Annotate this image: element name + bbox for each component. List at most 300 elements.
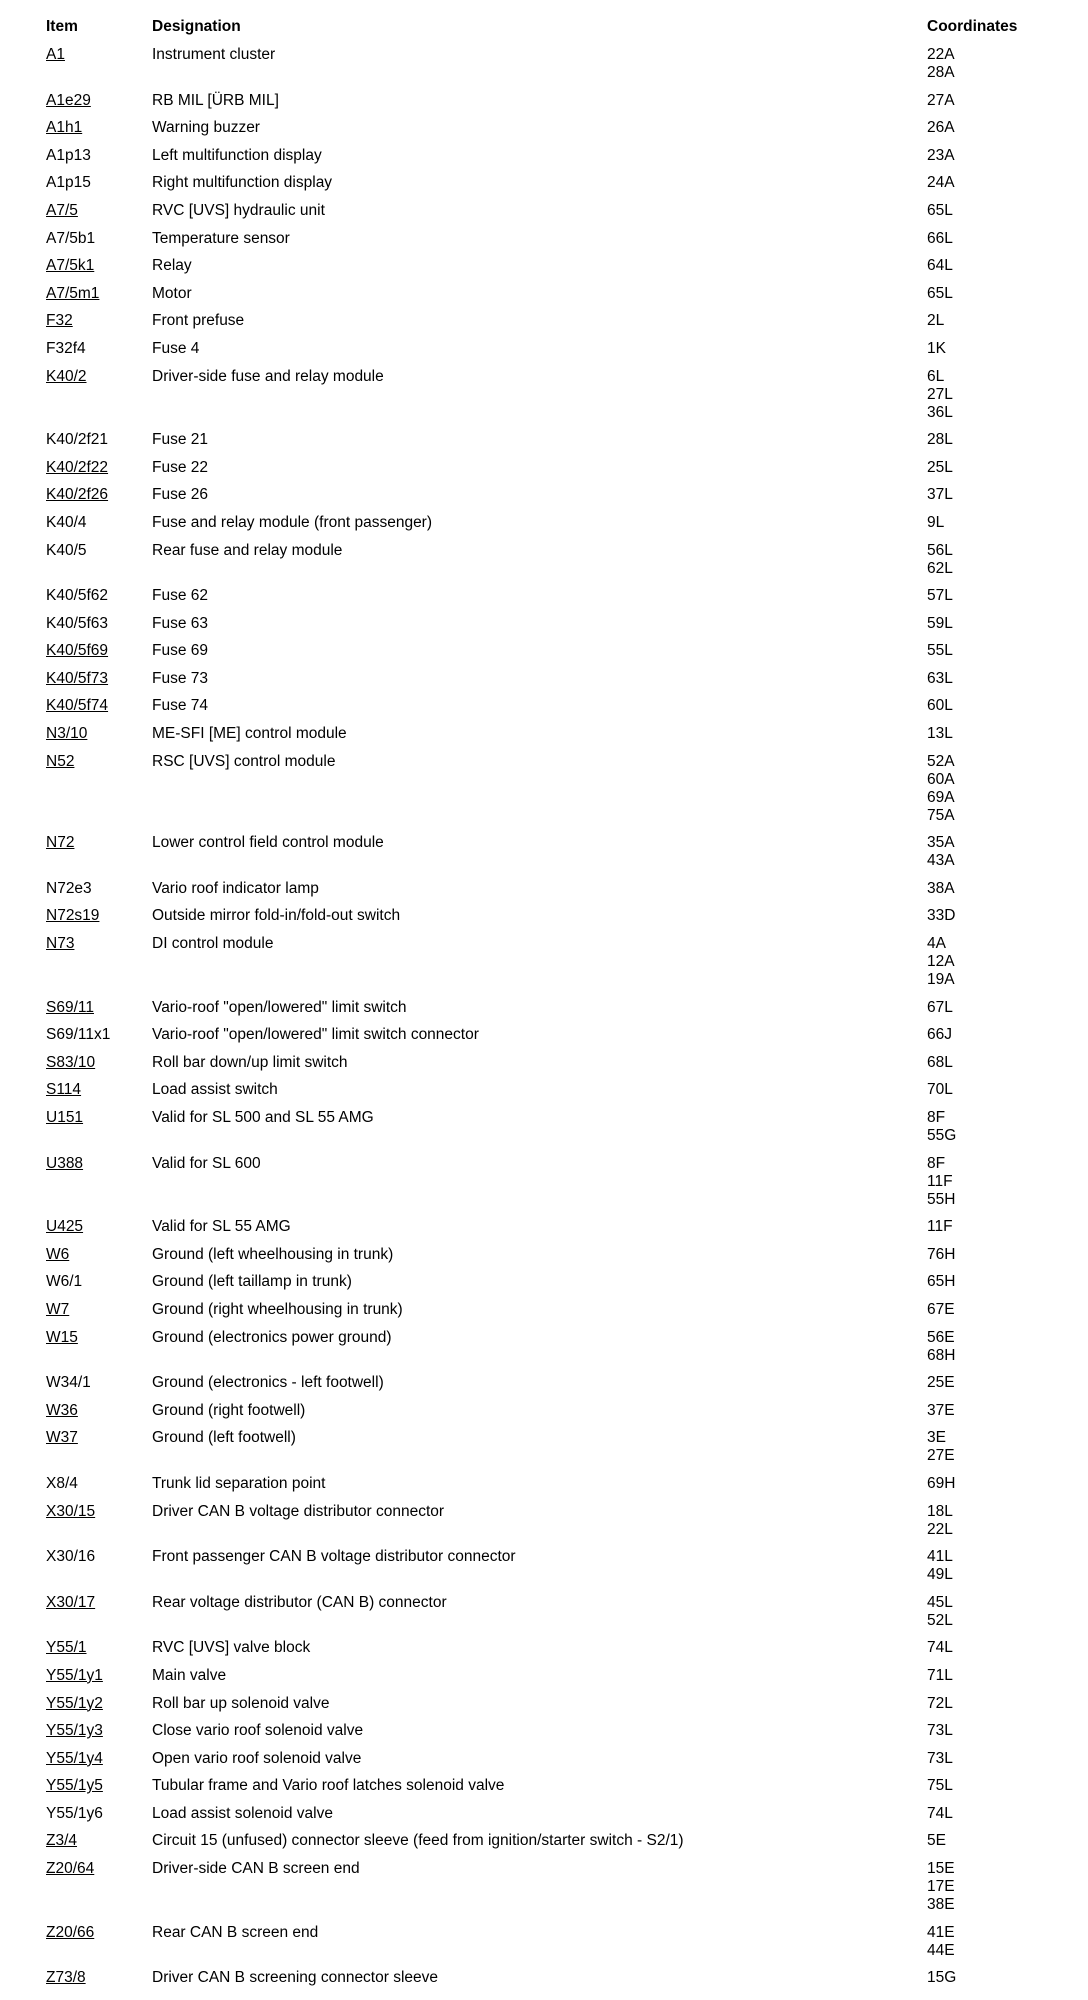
- coordinates-cell: [927, 1401, 1066, 1429]
- coordinates-cell: [927, 367, 1066, 431]
- coordinate-value: 63L: [927, 669, 953, 687]
- coordinate-value: 43A: [927, 852, 955, 870]
- coordinate-value: 65L: [927, 201, 953, 219]
- designation-cell: Roll bar down/up limit switch: [152, 1053, 348, 1071]
- table-row: [46, 1428, 1066, 1474]
- header-coordinates: Coordinates: [927, 18, 1018, 35]
- item-link[interactable]: Y55/1: [46, 1639, 87, 1657]
- item-link[interactable]: W36: [46, 1401, 78, 1419]
- item-link[interactable]: X30/15: [46, 1502, 96, 1520]
- designation-cell: Trunk lid separation point: [152, 1474, 326, 1492]
- item-link[interactable]: K40/2f22: [46, 458, 109, 476]
- coordinate-value: 15G: [927, 1969, 957, 1987]
- designation-cell: Vario roof indicator lamp: [152, 879, 319, 897]
- coordinate-value: 12A: [927, 953, 955, 971]
- table-row: [46, 906, 1066, 934]
- designation-cell: Instrument cluster: [152, 46, 276, 63]
- item-code: F32f4: [46, 339, 86, 357]
- table-row: [46, 752, 1066, 834]
- coordinates-cell: [927, 1328, 1066, 1374]
- designation-cell: Fuse 62: [152, 587, 209, 605]
- table-row: [46, 1547, 1066, 1593]
- table-body: [46, 45, 1066, 1996]
- designation-cell: Close vario roof solenoid valve: [152, 1722, 364, 1740]
- designation-cell: Right multifunction display: [152, 174, 333, 192]
- coordinate-value: 69H: [927, 1474, 956, 1492]
- designation-cell: Valid for SL 500 and SL 55 AMG: [152, 1109, 374, 1126]
- coordinate-value: 1K: [927, 339, 946, 357]
- table-row: [46, 1804, 1066, 1832]
- item-link[interactable]: A7/5m1: [46, 284, 100, 302]
- table-row: [46, 998, 1066, 1026]
- coordinate-value: 27L: [927, 385, 953, 403]
- table-row: [46, 1593, 1066, 1639]
- designation-cell: RVC [UVS] valve block: [152, 1639, 311, 1657]
- table-row: [46, 1217, 1066, 1245]
- coordinates-cell: [927, 1373, 1066, 1401]
- item-link[interactable]: K40/5f69: [46, 642, 109, 660]
- designation-cell: Front prefuse: [152, 312, 245, 330]
- coordinates-cell: [927, 1547, 1066, 1593]
- table-row: [46, 1721, 1066, 1749]
- coordinates-cell: [927, 998, 1066, 1026]
- coordinate-value: 75L: [927, 1777, 953, 1795]
- coordinate-value: 65H: [927, 1273, 956, 1291]
- designation-cell: Ground (electronics power ground): [152, 1328, 392, 1346]
- designation-cell: Driver-side CAN B screen end: [152, 1860, 360, 1878]
- coordinates-cell: [927, 311, 1066, 339]
- coordinate-value: 73L: [927, 1749, 953, 1767]
- coordinate-value: 76H: [927, 1245, 956, 1263]
- designation-cell: Rear voltage distributor (CAN B) connector: [152, 1593, 447, 1611]
- coordinate-value: 49L: [927, 1566, 953, 1584]
- coordinate-value: 57L: [927, 587, 953, 605]
- coordinate-value: 66L: [927, 229, 953, 247]
- designation-cell: Roll bar up solenoid valve: [152, 1694, 330, 1712]
- designation-cell: Left multifunction display: [152, 146, 322, 164]
- coordinates-cell: [927, 641, 1066, 669]
- table-row: [46, 1108, 1066, 1154]
- coordinate-value: 27A: [927, 91, 955, 109]
- table-row: [46, 229, 1066, 257]
- table-row: [46, 1749, 1066, 1777]
- coordinates-cell: [927, 1428, 1066, 1474]
- item-link[interactable]: N3/10: [46, 725, 88, 743]
- item-link[interactable]: A7/5: [46, 201, 78, 219]
- coordinates-cell: [927, 1666, 1066, 1694]
- designation-cell: Tubular frame and Vario roof latches solenoid valve: [152, 1777, 505, 1795]
- table-row: [46, 1245, 1066, 1273]
- table-row: [46, 879, 1066, 907]
- coordinates-cell: [927, 724, 1066, 752]
- item-link[interactable]: Z3/4: [46, 1832, 78, 1850]
- item-link[interactable]: Z20/64: [46, 1860, 95, 1878]
- item-link[interactable]: K40/5f73: [46, 669, 109, 687]
- item-link[interactable]: F32: [46, 312, 73, 330]
- designation-cell: Load assist switch: [152, 1081, 278, 1099]
- item-code: K40/5f62: [46, 587, 109, 605]
- coordinate-value: 41L: [927, 1548, 953, 1566]
- designation-cell: Driver CAN B voltage distributor connector: [152, 1502, 445, 1520]
- coordinates-cell: [927, 173, 1066, 201]
- table-row: [46, 458, 1066, 486]
- table-row: [46, 256, 1066, 284]
- table-row: [46, 669, 1066, 697]
- item-code: N72e3: [46, 879, 92, 897]
- coordinate-value: 75A: [927, 806, 955, 824]
- item-link[interactable]: U425: [46, 1218, 84, 1236]
- coordinates-cell: [927, 1694, 1066, 1722]
- coordinate-value: 22L: [927, 1520, 953, 1538]
- designation-cell: Driver CAN B screening connector sleeve: [152, 1969, 439, 1987]
- coordinates-cell: [927, 1474, 1066, 1502]
- coordinates-cell: [927, 1300, 1066, 1328]
- item-link[interactable]: A1e29: [46, 91, 91, 109]
- table-row: [46, 1474, 1066, 1502]
- item-link[interactable]: Y55/1y1: [46, 1666, 103, 1684]
- item-link[interactable]: N73: [46, 935, 75, 953]
- coordinates-cell: [927, 201, 1066, 229]
- coordinate-value: 2L: [927, 312, 945, 330]
- coordinates-cell: [927, 1804, 1066, 1832]
- coordinate-value: 69A: [927, 788, 955, 806]
- coordinate-value: 55H: [927, 1190, 956, 1208]
- coordinate-value: 11F: [927, 1172, 953, 1190]
- item-link[interactable]: Z73/8: [46, 1969, 86, 1987]
- table-row: [46, 1831, 1066, 1859]
- table-row: [46, 513, 1066, 541]
- coordinate-value: 37E: [927, 1401, 955, 1419]
- coordinates-cell: [927, 1272, 1066, 1300]
- coordinate-value: 72L: [927, 1694, 953, 1712]
- coordinates-cell: [927, 1217, 1066, 1245]
- item-link[interactable]: K40/2: [46, 367, 87, 385]
- item-code: A7/5b1: [46, 229, 96, 247]
- table-row: [46, 118, 1066, 146]
- table-row: [46, 45, 1066, 91]
- item-link[interactable]: U388: [46, 1154, 84, 1172]
- coordinate-value: 6L: [927, 367, 945, 385]
- coordinate-value: 8F: [927, 1109, 946, 1126]
- coordinate-value: 41E: [927, 1923, 955, 1941]
- designation-cell: Fuse 63: [152, 614, 209, 632]
- coordinate-value: 22A: [927, 46, 955, 63]
- item-code: X8/4: [46, 1474, 78, 1492]
- table-row: [46, 696, 1066, 724]
- item-link[interactable]: W15: [46, 1328, 78, 1346]
- table-row: [46, 1053, 1066, 1081]
- coordinate-value: 65L: [927, 284, 953, 302]
- coordinates-cell: [927, 430, 1066, 458]
- coordinate-value: 3E: [927, 1429, 946, 1447]
- table-row: [46, 1694, 1066, 1722]
- designation-cell: Valid for SL 55 AMG: [152, 1218, 291, 1236]
- table-row: [46, 1638, 1066, 1666]
- coordinates-cell: [927, 1923, 1066, 1969]
- coordinate-value: 68H: [927, 1346, 956, 1364]
- table-row: [46, 1154, 1066, 1218]
- coordinate-value: 24A: [927, 174, 955, 192]
- coordinates-cell: [927, 339, 1066, 367]
- table-row: [46, 833, 1066, 879]
- coordinate-value: 15E: [927, 1860, 955, 1878]
- designation-cell: Lower control field control module: [152, 834, 384, 852]
- table-row: [46, 430, 1066, 458]
- designation-cell: Ground (electronics - left footwell): [152, 1374, 384, 1392]
- item-link[interactable]: W37: [46, 1429, 78, 1447]
- coordinates-cell: [927, 696, 1066, 724]
- table-row: [46, 1968, 1066, 1996]
- coordinate-value: 70L: [927, 1081, 953, 1099]
- table-row: [46, 1923, 1066, 1969]
- designation-cell: Rear CAN B screen end: [152, 1923, 319, 1941]
- item-link[interactable]: Y55/1y5: [46, 1777, 103, 1795]
- item-link[interactable]: S114: [46, 1081, 82, 1099]
- table-row: [46, 201, 1066, 229]
- coordinates-cell: [927, 118, 1066, 146]
- item-link[interactable]: S83/10: [46, 1053, 96, 1071]
- coordinate-value: 55L: [927, 642, 953, 660]
- component-legend-table: [46, 16, 1066, 1996]
- header-designation: Designation: [152, 18, 241, 35]
- designation-cell: RVC [UVS] hydraulic unit: [152, 201, 325, 219]
- table-row: [46, 1373, 1066, 1401]
- designation-cell: Main valve: [152, 1666, 227, 1684]
- coordinate-value: 28L: [927, 431, 953, 449]
- coordinate-value: 28A: [927, 64, 955, 81]
- table-row: [46, 91, 1066, 119]
- designation-cell: Valid for SL 600: [152, 1154, 261, 1172]
- item-link[interactable]: Y55/1y2: [46, 1694, 103, 1712]
- coordinate-value: 45L: [927, 1593, 953, 1611]
- item-code: X30/16: [46, 1548, 96, 1566]
- table-row: [46, 1272, 1066, 1300]
- item-code: K40/2f21: [46, 431, 109, 449]
- designation-cell: Motor: [152, 284, 192, 302]
- coordinate-value: 60A: [927, 770, 955, 788]
- coordinate-value: 25L: [927, 458, 953, 476]
- coordinates-cell: [927, 91, 1066, 119]
- coordinate-value: 36L: [927, 403, 953, 421]
- coordinates-cell: [927, 1749, 1066, 1777]
- coordinate-value: 56E: [927, 1328, 955, 1346]
- coordinates-cell: [927, 256, 1066, 284]
- coordinates-cell: [927, 146, 1066, 174]
- table-row: [46, 284, 1066, 312]
- item-link[interactable]: S69/11: [46, 998, 94, 1016]
- coordinate-value: 19A: [927, 971, 955, 989]
- coordinate-value: 67L: [927, 998, 953, 1016]
- designation-cell: Front passenger CAN B voltage distributor connector: [152, 1548, 516, 1566]
- item-link[interactable]: N52: [46, 752, 75, 770]
- designation-cell: Fuse 22: [152, 458, 209, 476]
- coordinate-value: 17E: [927, 1878, 955, 1896]
- table-row: [46, 1401, 1066, 1429]
- coordinates-cell: [927, 1721, 1066, 1749]
- designation-cell: Relay: [152, 257, 192, 275]
- item-code: K40/5f63: [46, 614, 109, 632]
- designation-cell: RB MIL [ÜRB MIL]: [152, 91, 279, 109]
- coordinates-cell: [927, 1776, 1066, 1804]
- table-row: [46, 1502, 1066, 1548]
- coordinates-cell: [927, 934, 1066, 998]
- table-row: [46, 724, 1066, 752]
- designation-cell: Fuse 26: [152, 486, 209, 504]
- table-row: [46, 311, 1066, 339]
- coordinate-value: 71L: [927, 1666, 953, 1684]
- table-row: [46, 1025, 1066, 1053]
- table-row: [46, 934, 1066, 998]
- item-code: K40/4: [46, 513, 87, 531]
- coordinate-value: 13L: [927, 725, 953, 743]
- coordinate-value: 44E: [927, 1941, 955, 1959]
- table-row: [46, 1300, 1066, 1328]
- coordinate-value: 52A: [927, 752, 955, 770]
- item-link[interactable]: W7: [46, 1300, 70, 1318]
- item-link[interactable]: Y55/1y3: [46, 1722, 103, 1740]
- coordinate-value: 5E: [927, 1832, 946, 1850]
- item-link[interactable]: N72: [46, 834, 75, 852]
- designation-cell: Open vario roof solenoid valve: [152, 1749, 362, 1767]
- coordinates-cell: [927, 1025, 1066, 1053]
- coordinate-value: 55G: [927, 1127, 957, 1144]
- designation-cell: Vario-roof "open/lowered" limit switch connector: [152, 1026, 479, 1044]
- coordinates-cell: [927, 833, 1066, 879]
- table-row: [46, 1666, 1066, 1694]
- coordinates-cell: [927, 586, 1066, 614]
- coordinates-cell: [927, 752, 1066, 834]
- coordinates-cell: [927, 1108, 1066, 1154]
- designation-cell: Ground (left footwell): [152, 1429, 296, 1447]
- designation-cell: Driver-side fuse and relay module: [152, 367, 384, 385]
- table-row: [46, 541, 1066, 587]
- coordinates-cell: [927, 1859, 1066, 1923]
- designation-cell: ME-SFI [ME] control module: [152, 725, 347, 743]
- item-link[interactable]: U151: [46, 1109, 84, 1126]
- designation-cell: RSC [UVS] control module: [152, 752, 336, 770]
- coordinates-cell: [927, 284, 1066, 312]
- header-item: Item: [46, 18, 78, 35]
- coordinate-value: 68L: [927, 1053, 953, 1071]
- item-code: W34/1: [46, 1374, 91, 1392]
- item-link[interactable]: A1: [46, 46, 65, 63]
- coordinates-cell: [927, 1245, 1066, 1273]
- item-link[interactable]: N72s19: [46, 907, 100, 925]
- designation-cell: Ground (left taillamp in trunk): [152, 1273, 352, 1291]
- coordinate-value: 67E: [927, 1300, 955, 1318]
- coordinate-value: 26A: [927, 119, 955, 137]
- coordinates-cell: [927, 541, 1066, 587]
- coordinate-value: 59L: [927, 614, 953, 632]
- coordinate-value: 18L: [927, 1502, 953, 1520]
- item-link[interactable]: K40/5f74: [46, 697, 109, 715]
- coordinates-cell: [927, 1080, 1066, 1108]
- coordinate-value: 9L: [927, 513, 945, 531]
- designation-cell: Fuse 21: [152, 431, 209, 449]
- item-link[interactable]: X30/17: [46, 1593, 96, 1611]
- item-link[interactable]: A7/5k1: [46, 257, 95, 275]
- designation-cell: Ground (right footwell): [152, 1401, 306, 1419]
- table-row: [46, 367, 1066, 431]
- coordinate-value: 38E: [927, 1896, 955, 1914]
- coordinates-cell: [927, 614, 1066, 642]
- coordinates-cell: [927, 1638, 1066, 1666]
- coordinate-value: 23A: [927, 146, 955, 164]
- designation-cell: Fuse 73: [152, 669, 209, 687]
- coordinate-value: 8F: [927, 1154, 946, 1172]
- item-code: A1p13: [46, 146, 91, 164]
- designation-cell: Vario-roof "open/lowered" limit switch: [152, 998, 407, 1016]
- coordinate-value: 35A: [927, 834, 955, 852]
- table-row: [46, 586, 1066, 614]
- designation-cell: Ground (right wheelhousing in trunk): [152, 1300, 403, 1318]
- coordinates-cell: [927, 45, 1066, 91]
- designation-cell: Outside mirror fold-in/fold-out switch: [152, 907, 401, 925]
- table-row: [46, 173, 1066, 201]
- designation-cell: Fuse 4: [152, 339, 200, 357]
- coordinate-value: 62L: [927, 559, 953, 577]
- item-link[interactable]: K40/2f26: [46, 486, 109, 504]
- item-link[interactable]: A1h1: [46, 119, 83, 137]
- item-link[interactable]: Z20/66: [46, 1923, 95, 1941]
- designation-cell: Load assist solenoid valve: [152, 1804, 333, 1822]
- coordinate-value: 27E: [927, 1447, 955, 1465]
- coordinate-value: 4A: [927, 935, 946, 953]
- coordinates-cell: [927, 1968, 1066, 1996]
- item-link[interactable]: W6: [46, 1245, 70, 1263]
- designation-cell: Fuse and relay module (front passenger): [152, 513, 433, 531]
- coordinates-cell: [927, 669, 1066, 697]
- table-row: [46, 641, 1066, 669]
- coordinate-value: 52L: [927, 1611, 953, 1629]
- coordinates-cell: [927, 458, 1066, 486]
- coordinates-cell: [927, 1831, 1066, 1859]
- coordinate-value: 74L: [927, 1804, 953, 1822]
- coordinates-cell: [927, 1502, 1066, 1548]
- coordinate-value: 38A: [927, 879, 955, 897]
- coordinate-value: 33D: [927, 907, 956, 925]
- designation-cell: Fuse 74: [152, 697, 209, 715]
- table-header-row: [46, 16, 1066, 45]
- designation-cell: DI control module: [152, 935, 274, 953]
- table-row: [46, 1859, 1066, 1923]
- designation-cell: Rear fuse and relay module: [152, 541, 343, 559]
- table-row: [46, 1328, 1066, 1374]
- table-row: [46, 339, 1066, 367]
- item-code: S69/11x1: [46, 1026, 111, 1044]
- coordinate-value: 73L: [927, 1722, 953, 1740]
- item-link[interactable]: Y55/1y4: [46, 1749, 103, 1767]
- coordinates-cell: [927, 1593, 1066, 1639]
- item-code: K40/5: [46, 541, 87, 559]
- designation-cell: Warning buzzer: [152, 119, 260, 137]
- item-code: W6/1: [46, 1273, 83, 1291]
- coordinate-value: 11F: [927, 1218, 953, 1236]
- coordinates-cell: [927, 1154, 1066, 1218]
- table-row: [46, 146, 1066, 174]
- coordinate-value: 64L: [927, 257, 953, 275]
- coordinate-value: 74L: [927, 1639, 953, 1657]
- item-code: Y55/1y6: [46, 1804, 103, 1822]
- table-row: [46, 614, 1066, 642]
- coordinate-value: 66J: [927, 1026, 952, 1044]
- designation-cell: Temperature sensor: [152, 229, 290, 247]
- designation-cell: Ground (left wheelhousing in trunk): [152, 1245, 394, 1263]
- coordinates-cell: [927, 906, 1066, 934]
- coordinate-value: 37L: [927, 486, 953, 504]
- designation-cell: Circuit 15 (unfused) connector sleeve (feed from ignition/starter switch - S2/1): [152, 1832, 684, 1850]
- coordinate-value: 60L: [927, 697, 953, 715]
